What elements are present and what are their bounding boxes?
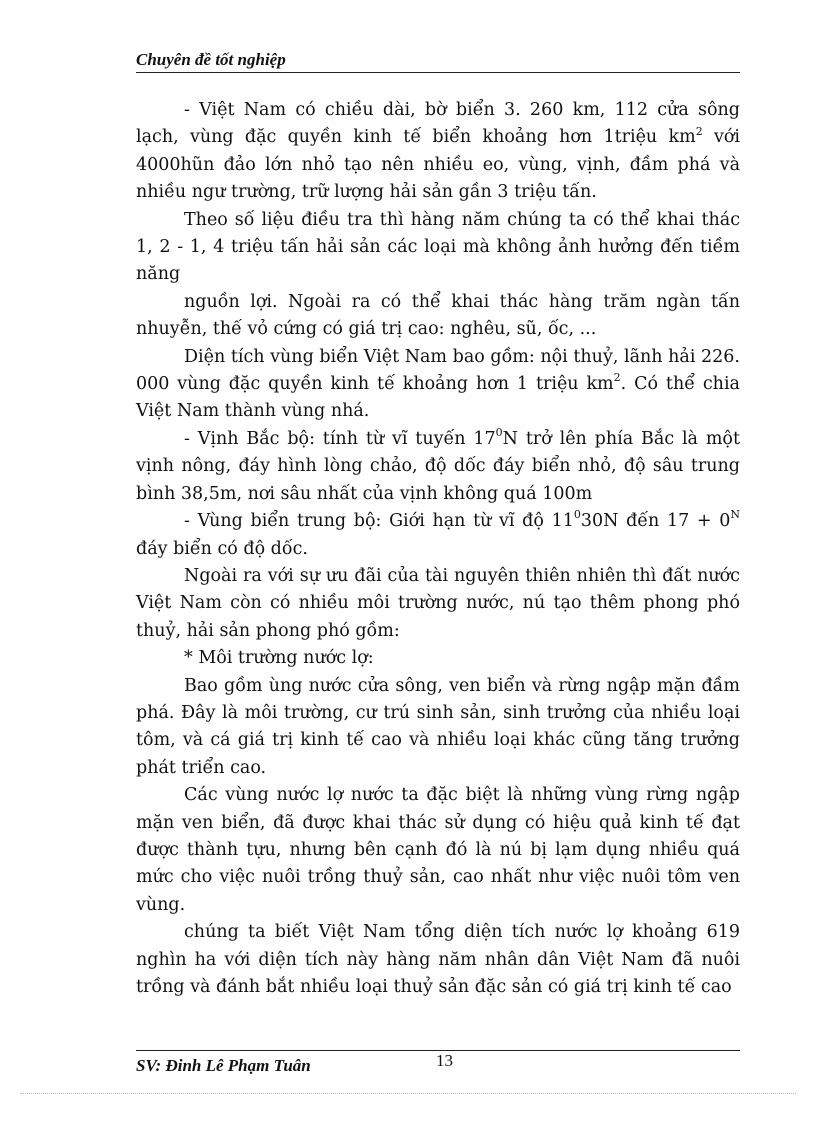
paragraph-text: nguồn lợi. Ngoài ra có thể khai thác hàng trăm ngàn tấn nhuyễn, thế vỏ cứng có giá trị cao: nghêu, sũ, ốc, ...	[136, 291, 740, 340]
paragraph-text: Các vùng nước lợ nước ta đặc biệt là những vùng rừng ngập mặn ven biển, đã được khai thác sử dụng có hiệu quả kinh tế đạt được thành tựu, nhưng bên cạnh đó là nú bị lạm dụng nhiều quá mức cho việc nuôi trồng thuỷ sản, cao nhất như việc nuôi tôm ven vùng.	[136, 785, 740, 915]
paragraph-gulf-tonkin	[136, 426, 740, 508]
paragraph-text: Diện tích vùng biển Việt Nam bao gồm: nội thuỷ, lãnh hải 226. 000 vùng đặc quyền kinh tế khoảng hơn 1 triệu km	[136, 346, 740, 395]
paragraph-text: - Việt Nam có chiều dài, bờ biển 3. 260 km, 112 cửa sông lạch, vùng đặc quyền kinh tế biển khoảng hơn 1triệu km	[136, 100, 740, 148]
page-edge-divider	[20, 1093, 796, 1094]
paragraph-natural-resources	[136, 563, 740, 645]
paragraph-coastline	[136, 97, 740, 207]
document-body	[136, 97, 740, 1001]
paragraph-brackish-area	[136, 919, 740, 1001]
paragraph-text: * Môi trường nước lợ:	[184, 648, 374, 669]
paragraph-text: đáy biển có độ dốc.	[136, 538, 308, 559]
paragraph-resources	[136, 289, 740, 344]
paragraph-text: Theo số liệu điều tra thì hàng năm chúng ta có thể khai thác 1, 2 - 1, 4 triệu tấn hải sản các loại mà không ảnh hưởng đến tiềm năng	[136, 209, 740, 285]
superscript: N	[730, 508, 740, 522]
paragraph-sea-area	[136, 344, 740, 426]
superscript: 2	[613, 371, 621, 385]
paragraph-text: N trở lên phía Bắc là một vịnh nông, đáy hình lòng chảo, độ dốc đáy biển nhỏ, độ sâu trung bình 38,5m, nơi sâu nhất của vịnh không quá 100m	[136, 428, 741, 504]
superscript: 0	[495, 426, 503, 440]
paragraph-text: Bao gồm ùng nước cửa sông, ven biển và rừng ngập mặn đầm phá. Đây là môi trường, cư trú sinh sản, sinh trưởng của nhiều loại tôm, và cá giá trị kinh tế cao và nhiều loại khác cũng tăng trưởng phát triển cao.	[136, 675, 740, 778]
superscript: 2	[695, 124, 703, 138]
page-footer	[136, 1050, 740, 1077]
page-header	[136, 50, 740, 73]
paragraph-brackish-heading	[136, 645, 740, 672]
footer-author: SV: Đinh Lê Phạm Tuân	[136, 1056, 311, 1075]
paragraph-text: - Vịnh Bắc bộ: tính từ vĩ tuyến 17	[184, 428, 496, 449]
paragraph-survey	[136, 207, 740, 289]
paragraph-mangroves	[136, 782, 740, 919]
paragraph-text: với 4000hũn đảo lớn nhỏ tạo nên nhiều eo, vùng, vịnh, đầm phá và nhiều ngư trường, trữ lượng hải sản gần 3 triệu tấn.	[136, 127, 740, 203]
paragraph-text: Ngoài ra với sự ưu đãi của tài nguyên thiên nhiên thì đất nước Việt Nam còn có nhiều môi trường nước, nú tạo thêm phong phó thuỷ, hải sản phong phó gồm:	[136, 565, 740, 641]
superscript: 0	[573, 508, 581, 522]
paragraph-text: chúng ta biết Việt Nam tổng diện tích nước lợ khoảng 619 nghìn ha với diện tích này hàng năm nhân dân Việt Nam đã nuôi trồng và đánh bắt nhiều loại thuỷ sản đặc sản có giá trị kinh tế cao	[136, 922, 740, 997]
paragraph-text: . Có thể chia Việt Nam thành vùng nhá.	[136, 374, 740, 422]
paragraph-central-sea	[136, 508, 740, 563]
paragraph-text: - Vùng biển trung bộ: Giới hạn từ vĩ độ 11	[184, 511, 574, 532]
paragraph-brackish-habitat	[136, 673, 740, 783]
paragraph-text: 30N đến 17 + 0	[580, 511, 731, 532]
header-title: Chuyên đề tốt nghiệp	[136, 50, 286, 69]
page-number: 13	[436, 1051, 453, 1070]
